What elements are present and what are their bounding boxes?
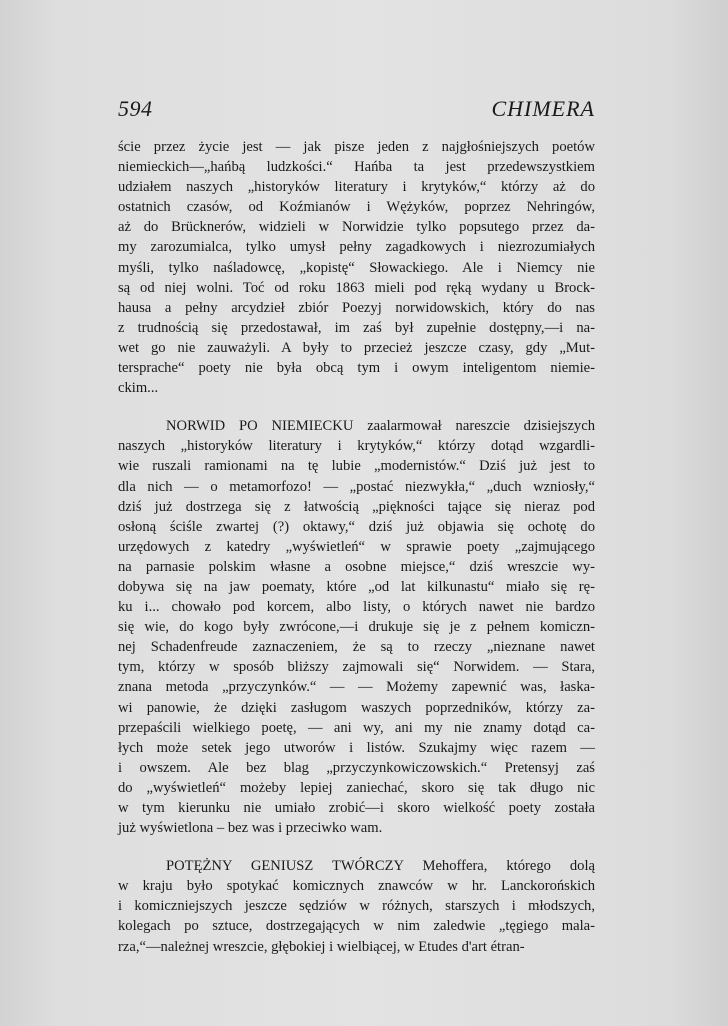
- text-line: z trudnością się przedostawał, im zaś był zupełnie dostępny,—i na-: [118, 319, 595, 336]
- paragraph-2: [118, 416, 595, 838]
- text-line: w tym kierunku nie umiało zrobić—i skoro wielkość poety została: [118, 800, 595, 816]
- text-line: przepaścili wielkiego poetę, — ani wy, ani my nie znamy dotąd ca-: [118, 719, 595, 736]
- text-line: nej Schadenfreude zaznaczeniem, że są to rzeczy „nieznane nawet: [118, 639, 595, 656]
- text-line: naszych „historyków literatury i krytyków,“ którzy dotąd wzgardli-: [118, 438, 595, 455]
- text-line: w kraju było spotykać komicznych znawców w hr. Lanckorońskich: [118, 878, 595, 895]
- text-line: kolegach po sztuce, dostrzegających w nim zaledwie „tęgiego mala-: [118, 918, 595, 935]
- text-line: urzędowych z katedry „wyświetleń“ w sprawie poety „zajmującego: [118, 538, 595, 555]
- text-line: NORWID PO NIEMIECKU zaalarmował nareszcie dzisiejszych: [166, 418, 595, 435]
- text-line: my zarozumialca, tylko umysł pełny zagadkowych i niezrozumiałych: [118, 239, 595, 256]
- page-header: [118, 96, 595, 126]
- text-line: myśli, tylko naśladowcę, „kopistę“ Słowackiego. Ale i Niemcy nie: [118, 259, 595, 276]
- text-line: i komiczniejszych jeszcze sędziów w różnych, starszych i młodszych,: [118, 898, 595, 915]
- text-line: rza,“—należnej wreszcie, głębokiej i wielbiącej, w Etudes d'art étran-: [118, 938, 525, 955]
- text-line: POTĘŻNY GENIUSZ TWÓRCZY Mehoffera, którego dolą: [166, 858, 595, 875]
- text-line: tersprache“ poety nie była obcą tym i owym inteligentom niemie-: [118, 360, 595, 377]
- text-line: dla nich — o metamorfozo! — „postać niezwykła,“ „duch wzniosły,“: [118, 478, 595, 495]
- text-line: dziś już dostrzega się z łatwością „piękności tające się nieraz pod: [118, 498, 595, 515]
- text-line: i owszem. Ale bez blag „przyczynkowiczowskich.“ Pretensyj zaś: [118, 759, 595, 776]
- text-line: ostatnich czasów, od Koźmianów i Wężyków, poprzez Nehringów,: [118, 199, 595, 216]
- text-line: do „wyświetleń“ możeby lepiej zaniechać, skoro się tak długo nic: [118, 779, 595, 796]
- text-line: już wyświetlona – bez was i przeciwko wam.: [118, 820, 383, 837]
- running-head-title: CHIMERA: [491, 96, 595, 121]
- text-line: niemieckich—„hańbą ludzkości.“ Hańba ta jest przedewszystkiem: [118, 159, 595, 176]
- text-line: ckim...: [118, 380, 159, 397]
- text-line: osłoną ściśle zwartej (?) oktawy,“ dziś już objawia się ochotę do: [118, 518, 595, 535]
- text-line: hausa a pełny arcydzieł zbiór Poezyj norwidowskich, który do nas: [118, 299, 595, 316]
- text-line: ku i... chowało pod korcem, albo listy, o których nawet nie bardzo: [118, 599, 595, 616]
- page-number: 594: [118, 96, 153, 121]
- text-line: ście przez życie jest — jak pisze jeden z najgłośniejszych poetów: [118, 139, 595, 155]
- text-line: aż do Brücknerów, widzieli w Norwidzie tylko popsutego przez da-: [118, 219, 595, 236]
- paragraph-1: [118, 137, 595, 398]
- text-line: dobywa się na jaw poematy, które „od lat kilkunastu“ miało się rę-: [118, 578, 595, 595]
- paragraph-3: [118, 856, 595, 956]
- text-line: na parnasie polskim własne a osobne miejsce,“ dziś wreszcie wy-: [118, 558, 595, 575]
- text-line: łych może setek jego utworów i listów. Szukajmy więc razem —: [118, 739, 595, 756]
- body-text: [118, 137, 595, 957]
- text-line: wet go nie zauważyli. A były to przecież jeszcze czasy, gdy „Mut-: [118, 339, 595, 356]
- text-line: znana metoda „przyczynków.“ — — Możemy zapewnić was, łaska-: [118, 679, 595, 696]
- text-line: udziałem naszych „historyków literatury i krytyków,“ którzy aż do: [118, 179, 595, 196]
- text-line: się wie, do kogo były zwrócone,—i drukuje się je z pełnem komiczn-: [118, 619, 595, 636]
- text-line: tym, którzy w sposób bliższy zajmowali się“ Norwidem. — Stara,: [118, 659, 595, 676]
- text-line: są od niej wolni. Toć od roku 1863 mieli pod ręką wydany u Brock-: [118, 279, 595, 296]
- text-line: wie ruszali ramionami na tę lubie „modernistów.“ Dziś już jest to: [118, 458, 595, 475]
- text-line: wi panowie, że dzięki zasługom waszych poprzedników, którzy za-: [118, 699, 595, 716]
